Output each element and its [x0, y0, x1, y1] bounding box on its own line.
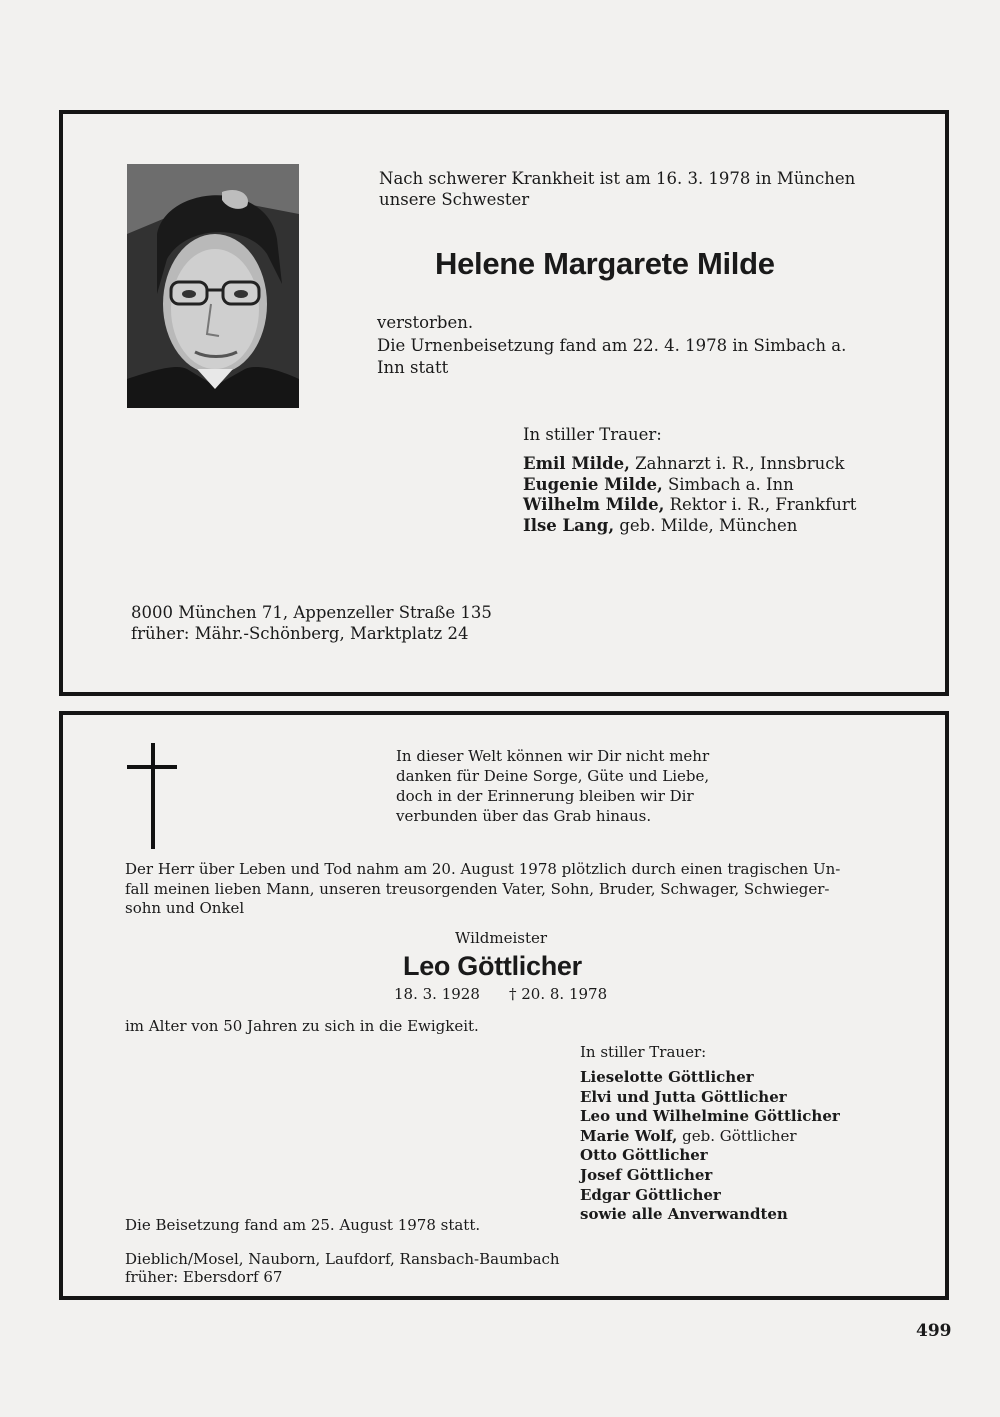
announcement-line: Der Herr über Leben und Tod nahm am 20. August 1978 plötzlich durch einen tragischen Un-	[125, 860, 841, 878]
verse-line: danken für Deine Sorge, Güte und Liebe,	[396, 767, 710, 785]
mourner-entry	[580, 1205, 840, 1225]
intro-line-2: unsere Schwester	[379, 190, 530, 209]
mourner-detail: Rektor i. R., Frankfurt	[664, 495, 857, 515]
mourning-heading: In stiller Trauer:	[523, 425, 662, 444]
mourner-name: Eugenie Milde,	[523, 474, 663, 494]
mourner-name: Ilse Lang,	[523, 515, 615, 535]
birth-date: 18. 3. 1928	[394, 985, 480, 1003]
portrait-photo	[127, 164, 299, 408]
mourner-name: Wilhelm Milde,	[523, 495, 665, 515]
mourners-list	[580, 1068, 840, 1225]
mourning-heading: In stiller Trauer:	[580, 1043, 707, 1061]
address-line-2: früher: Mähr.-Schönberg, Marktplatz 24	[131, 624, 469, 643]
page-number: 499	[916, 1321, 952, 1341]
announcement-text	[125, 860, 895, 919]
mourner-name: Leo und Wilhelmine Göttlicher	[580, 1107, 840, 1126]
deceased-title: Wildmeister	[455, 929, 548, 947]
deceased-name: Leo Göttlicher	[403, 951, 582, 981]
mourner-entry	[580, 1088, 840, 1108]
mourner-entry	[580, 1146, 840, 1166]
mourner-name: Josef Göttlicher	[580, 1165, 713, 1184]
verstorben-text: verstorben.	[377, 313, 474, 332]
verse-line: doch in der Erinnerung bleiben wir Dir	[396, 787, 694, 805]
portrait-image	[127, 164, 299, 408]
announcement-line: sohn und Onkel	[125, 899, 245, 917]
mourner-entry	[580, 1107, 840, 1127]
places-line-2: früher: Ebersdorf 67	[125, 1268, 283, 1286]
mourner-entry	[580, 1166, 840, 1186]
mourner-detail: Simbach a. Inn	[662, 474, 794, 494]
obituary-notice-helene-milde	[59, 110, 949, 696]
mourner-name: Marie Wolf,	[580, 1126, 678, 1145]
mourner-name: sowie alle Anverwandten	[580, 1205, 788, 1224]
announcement-line: fall meinen lieben Mann, unseren treusorgenden Vater, Sohn, Bruder, Schwager, Schwieger-	[125, 879, 830, 898]
death-date: † 20. 8. 1978	[509, 985, 608, 1003]
mourner-name: Emil Milde,	[523, 454, 630, 473]
mourner-detail: geb. Milde, München	[614, 515, 798, 535]
funeral-line-1: Die Urnenbeisetzung fand am 22. 4. 1978 in Simbach a.	[377, 336, 847, 355]
mourner-entry	[523, 516, 856, 537]
cross-icon-bar	[127, 765, 177, 769]
mourner-name: Lieselotte Göttlicher	[580, 1068, 754, 1086]
deceased-name: Helene Margarete Milde	[435, 246, 775, 281]
places-line-1: Dieblich/Mosel, Nauborn, Laufdorf, Ransbach-Baumbach	[125, 1250, 560, 1268]
verse-line: verbunden über das Grab hinaus.	[396, 807, 652, 825]
mourner-detail: Zahnarzt i. R., Innsbruck	[629, 454, 845, 473]
intro-line-1: Nach schwerer Krankheit ist am 16. 3. 1978 in München	[379, 169, 856, 188]
mourner-name: Edgar Göttlicher	[580, 1185, 721, 1204]
cross-icon	[151, 743, 155, 849]
verse-line: In dieser Welt können wir Dir nicht mehr	[396, 747, 710, 765]
mourner-name: Elvi und Jutta Göttlicher	[580, 1087, 787, 1106]
age-line: im Alter von 50 Jahren zu sich in die Ewigkeit.	[125, 1017, 479, 1035]
memorial-verse	[396, 746, 709, 826]
mourner-entry	[580, 1186, 840, 1206]
obituary-notice-leo-goettlicher	[59, 711, 949, 1300]
mourner-entry	[523, 475, 856, 496]
mourners-list	[523, 454, 856, 536]
mourner-name: Otto Göttlicher	[580, 1146, 708, 1165]
burial-line: Die Beisetzung fand am 25. August 1978 statt.	[125, 1216, 481, 1234]
mourner-entry	[580, 1068, 840, 1088]
mourner-entry	[523, 454, 856, 475]
mourner-entry	[523, 495, 856, 516]
address-line-1: 8000 München 71, Appenzeller Straße 135	[131, 603, 492, 622]
mourner-detail: geb. Göttlicher	[677, 1126, 797, 1145]
funeral-line-2: Inn statt	[377, 358, 449, 377]
mourner-entry	[580, 1127, 840, 1147]
